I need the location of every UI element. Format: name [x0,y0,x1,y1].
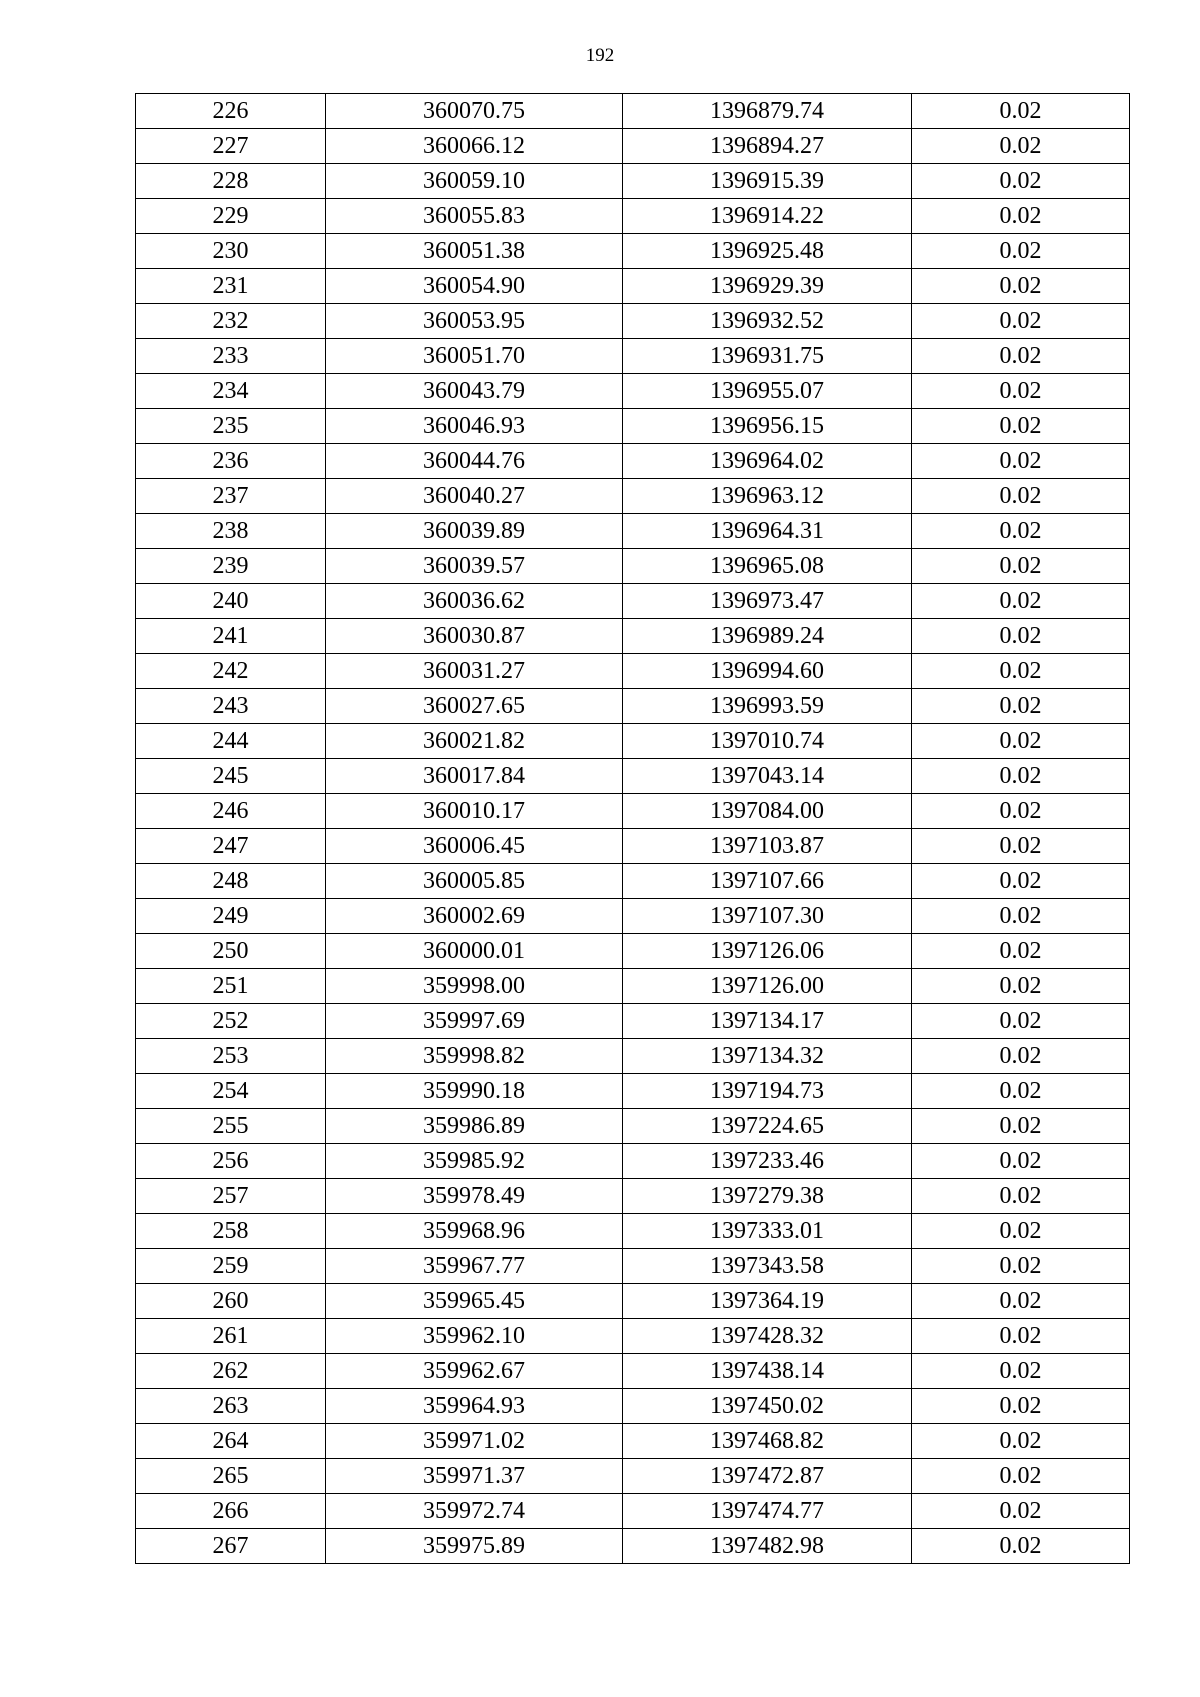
error-value-cell: 0.02 [912,1494,1130,1529]
y-coordinate-cell: 1396989.24 [623,619,912,654]
table-row [136,864,1130,899]
y-coordinate-cell: 1397428.32 [623,1319,912,1354]
error-value-cell: 0.02 [912,339,1130,374]
y-coordinate-cell: 1397482.98 [623,1529,912,1564]
error-value-cell: 0.02 [912,199,1130,234]
x-coordinate-cell: 359964.93 [326,1389,623,1424]
x-coordinate-cell: 360055.83 [326,199,623,234]
y-coordinate-cell: 1396914.22 [623,199,912,234]
point-number-cell: 251 [136,969,326,1004]
table-row [136,374,1130,409]
coordinates-table [135,93,1130,1564]
y-coordinate-cell: 1396932.52 [623,304,912,339]
y-coordinate-cell: 1397279.38 [623,1179,912,1214]
error-value-cell: 0.02 [912,1529,1130,1564]
error-value-cell: 0.02 [912,934,1130,969]
error-value-cell: 0.02 [912,794,1130,829]
error-value-cell: 0.02 [912,1144,1130,1179]
y-coordinate-cell: 1396973.47 [623,584,912,619]
error-value-cell: 0.02 [912,94,1130,129]
y-coordinate-cell: 1396931.75 [623,339,912,374]
y-coordinate-cell: 1397333.01 [623,1214,912,1249]
table-row [136,1004,1130,1039]
point-number-cell: 247 [136,829,326,864]
error-value-cell: 0.02 [912,1004,1130,1039]
table-row [136,1214,1130,1249]
point-number-cell: 228 [136,164,326,199]
error-value-cell: 0.02 [912,479,1130,514]
table-row [136,164,1130,199]
x-coordinate-cell: 360030.87 [326,619,623,654]
point-number-cell: 250 [136,934,326,969]
x-coordinate-cell: 360051.70 [326,339,623,374]
x-coordinate-cell: 360044.76 [326,444,623,479]
error-value-cell: 0.02 [912,584,1130,619]
error-value-cell: 0.02 [912,1354,1130,1389]
y-coordinate-cell: 1396994.60 [623,654,912,689]
x-coordinate-cell: 359990.18 [326,1074,623,1109]
point-number-cell: 249 [136,899,326,934]
point-number-cell: 264 [136,1424,326,1459]
point-number-cell: 238 [136,514,326,549]
error-value-cell: 0.02 [912,1424,1130,1459]
point-number-cell: 244 [136,724,326,759]
y-coordinate-cell: 1397474.77 [623,1494,912,1529]
error-value-cell: 0.02 [912,1459,1130,1494]
y-coordinate-cell: 1397084.00 [623,794,912,829]
x-coordinate-cell: 360002.69 [326,899,623,934]
y-coordinate-cell: 1397010.74 [623,724,912,759]
y-coordinate-cell: 1396964.31 [623,514,912,549]
y-coordinate-cell: 1397472.87 [623,1459,912,1494]
table-row [136,409,1130,444]
y-coordinate-cell: 1397233.46 [623,1144,912,1179]
error-value-cell: 0.02 [912,374,1130,409]
table-row [136,654,1130,689]
y-coordinate-cell: 1397343.58 [623,1249,912,1284]
point-number-cell: 232 [136,304,326,339]
error-value-cell: 0.02 [912,1284,1130,1319]
x-coordinate-cell: 360039.57 [326,549,623,584]
point-number-cell: 233 [136,339,326,374]
table-row [136,304,1130,339]
table-row [136,514,1130,549]
y-coordinate-cell: 1397468.82 [623,1424,912,1459]
y-coordinate-cell: 1396993.59 [623,689,912,724]
error-value-cell: 0.02 [912,689,1130,724]
error-value-cell: 0.02 [912,1039,1130,1074]
table-row [136,1144,1130,1179]
x-coordinate-cell: 360017.84 [326,759,623,794]
error-value-cell: 0.02 [912,514,1130,549]
error-value-cell: 0.02 [912,1319,1130,1354]
point-number-cell: 236 [136,444,326,479]
point-number-cell: 267 [136,1529,326,1564]
y-coordinate-cell: 1397194.73 [623,1074,912,1109]
point-number-cell: 226 [136,94,326,129]
table-row [136,1179,1130,1214]
point-number-cell: 246 [136,794,326,829]
x-coordinate-cell: 360043.79 [326,374,623,409]
error-value-cell: 0.02 [912,1074,1130,1109]
error-value-cell: 0.02 [912,269,1130,304]
table-row [136,1529,1130,1564]
point-number-cell: 229 [136,199,326,234]
y-coordinate-cell: 1397438.14 [623,1354,912,1389]
x-coordinate-cell: 359985.92 [326,1144,623,1179]
y-coordinate-cell: 1396956.15 [623,409,912,444]
y-coordinate-cell: 1397224.65 [623,1109,912,1144]
y-coordinate-cell: 1396879.74 [623,94,912,129]
point-number-cell: 261 [136,1319,326,1354]
y-coordinate-cell: 1396965.08 [623,549,912,584]
x-coordinate-cell: 360040.27 [326,479,623,514]
y-coordinate-cell: 1396915.39 [623,164,912,199]
table-row [136,899,1130,934]
point-number-cell: 260 [136,1284,326,1319]
error-value-cell: 0.02 [912,969,1130,1004]
error-value-cell: 0.02 [912,234,1130,269]
table-row [136,1249,1130,1284]
table-row [136,479,1130,514]
table-row [136,689,1130,724]
x-coordinate-cell: 360039.89 [326,514,623,549]
x-coordinate-cell: 359975.89 [326,1529,623,1564]
x-coordinate-cell: 360051.38 [326,234,623,269]
y-coordinate-cell: 1397126.00 [623,969,912,1004]
table-row [136,129,1130,164]
x-coordinate-cell: 360059.10 [326,164,623,199]
table-row [136,759,1130,794]
table-row [136,1424,1130,1459]
table-row [136,234,1130,269]
x-coordinate-cell: 359962.10 [326,1319,623,1354]
error-value-cell: 0.02 [912,1214,1130,1249]
point-number-cell: 262 [136,1354,326,1389]
point-number-cell: 243 [136,689,326,724]
x-coordinate-cell: 359997.69 [326,1004,623,1039]
point-number-cell: 266 [136,1494,326,1529]
table-row [136,584,1130,619]
x-coordinate-cell: 360031.27 [326,654,623,689]
y-coordinate-cell: 1397126.06 [623,934,912,969]
y-coordinate-cell: 1397364.19 [623,1284,912,1319]
error-value-cell: 0.02 [912,654,1130,689]
table-row [136,1319,1130,1354]
table-body [136,94,1130,1564]
error-value-cell: 0.02 [912,864,1130,899]
table-row [136,1109,1130,1144]
x-coordinate-cell: 359968.96 [326,1214,623,1249]
table-row [136,94,1130,129]
table-row [136,444,1130,479]
table-row [136,1074,1130,1109]
y-coordinate-cell: 1397103.87 [623,829,912,864]
point-number-cell: 265 [136,1459,326,1494]
point-number-cell: 239 [136,549,326,584]
y-coordinate-cell: 1397107.30 [623,899,912,934]
x-coordinate-cell: 360070.75 [326,94,623,129]
error-value-cell: 0.02 [912,829,1130,864]
point-number-cell: 231 [136,269,326,304]
table-row [136,199,1130,234]
table-row [136,269,1130,304]
error-value-cell: 0.02 [912,724,1130,759]
point-number-cell: 237 [136,479,326,514]
point-number-cell: 240 [136,584,326,619]
point-number-cell: 253 [136,1039,326,1074]
table-row [136,1494,1130,1529]
point-number-cell: 241 [136,619,326,654]
y-coordinate-cell: 1396963.12 [623,479,912,514]
x-coordinate-cell: 360036.62 [326,584,623,619]
table-row [136,1284,1130,1319]
point-number-cell: 227 [136,129,326,164]
table-row [136,829,1130,864]
error-value-cell: 0.02 [912,444,1130,479]
point-number-cell: 258 [136,1214,326,1249]
point-number-cell: 255 [136,1109,326,1144]
x-coordinate-cell: 359967.77 [326,1249,623,1284]
error-value-cell: 0.02 [912,129,1130,164]
y-coordinate-cell: 1397450.02 [623,1389,912,1424]
point-number-cell: 234 [136,374,326,409]
error-value-cell: 0.02 [912,619,1130,654]
table-row [136,339,1130,374]
table-row [136,934,1130,969]
error-value-cell: 0.02 [912,759,1130,794]
error-value-cell: 0.02 [912,549,1130,584]
y-coordinate-cell: 1397043.14 [623,759,912,794]
y-coordinate-cell: 1397134.32 [623,1039,912,1074]
error-value-cell: 0.02 [912,1249,1130,1284]
x-coordinate-cell: 360046.93 [326,409,623,444]
y-coordinate-cell: 1396964.02 [623,444,912,479]
table-row [136,724,1130,759]
x-coordinate-cell: 360005.85 [326,864,623,899]
x-coordinate-cell: 359972.74 [326,1494,623,1529]
table-row [136,549,1130,584]
point-number-cell: 248 [136,864,326,899]
x-coordinate-cell: 359971.02 [326,1424,623,1459]
table-row [136,619,1130,654]
point-number-cell: 256 [136,1144,326,1179]
error-value-cell: 0.02 [912,409,1130,444]
x-coordinate-cell: 360000.01 [326,934,623,969]
point-number-cell: 245 [136,759,326,794]
x-coordinate-cell: 360066.12 [326,129,623,164]
x-coordinate-cell: 359965.45 [326,1284,623,1319]
error-value-cell: 0.02 [912,1389,1130,1424]
y-coordinate-cell: 1396955.07 [623,374,912,409]
error-value-cell: 0.02 [912,304,1130,339]
x-coordinate-cell: 359998.00 [326,969,623,1004]
point-number-cell: 257 [136,1179,326,1214]
point-number-cell: 235 [136,409,326,444]
point-number-cell: 263 [136,1389,326,1424]
x-coordinate-cell: 360021.82 [326,724,623,759]
x-coordinate-cell: 360054.90 [326,269,623,304]
table-row [136,1459,1130,1494]
table-row [136,1389,1130,1424]
y-coordinate-cell: 1397107.66 [623,864,912,899]
error-value-cell: 0.02 [912,899,1130,934]
table-row [136,1354,1130,1389]
error-value-cell: 0.02 [912,164,1130,199]
x-coordinate-cell: 359971.37 [326,1459,623,1494]
point-number-cell: 259 [136,1249,326,1284]
x-coordinate-cell: 359986.89 [326,1109,623,1144]
y-coordinate-cell: 1396925.48 [623,234,912,269]
y-coordinate-cell: 1397134.17 [623,1004,912,1039]
point-number-cell: 254 [136,1074,326,1109]
x-coordinate-cell: 360053.95 [326,304,623,339]
y-coordinate-cell: 1396894.27 [623,129,912,164]
point-number-cell: 230 [136,234,326,269]
x-coordinate-cell: 359962.67 [326,1354,623,1389]
point-number-cell: 242 [136,654,326,689]
page-number: 192 [585,45,615,66]
x-coordinate-cell: 359998.82 [326,1039,623,1074]
x-coordinate-cell: 360027.65 [326,689,623,724]
point-number-cell: 252 [136,1004,326,1039]
y-coordinate-cell: 1396929.39 [623,269,912,304]
x-coordinate-cell: 360006.45 [326,829,623,864]
table-row [136,1039,1130,1074]
error-value-cell: 0.02 [912,1109,1130,1144]
error-value-cell: 0.02 [912,1179,1130,1214]
x-coordinate-cell: 359978.49 [326,1179,623,1214]
x-coordinate-cell: 360010.17 [326,794,623,829]
table-row [136,969,1130,1004]
table-row [136,794,1130,829]
